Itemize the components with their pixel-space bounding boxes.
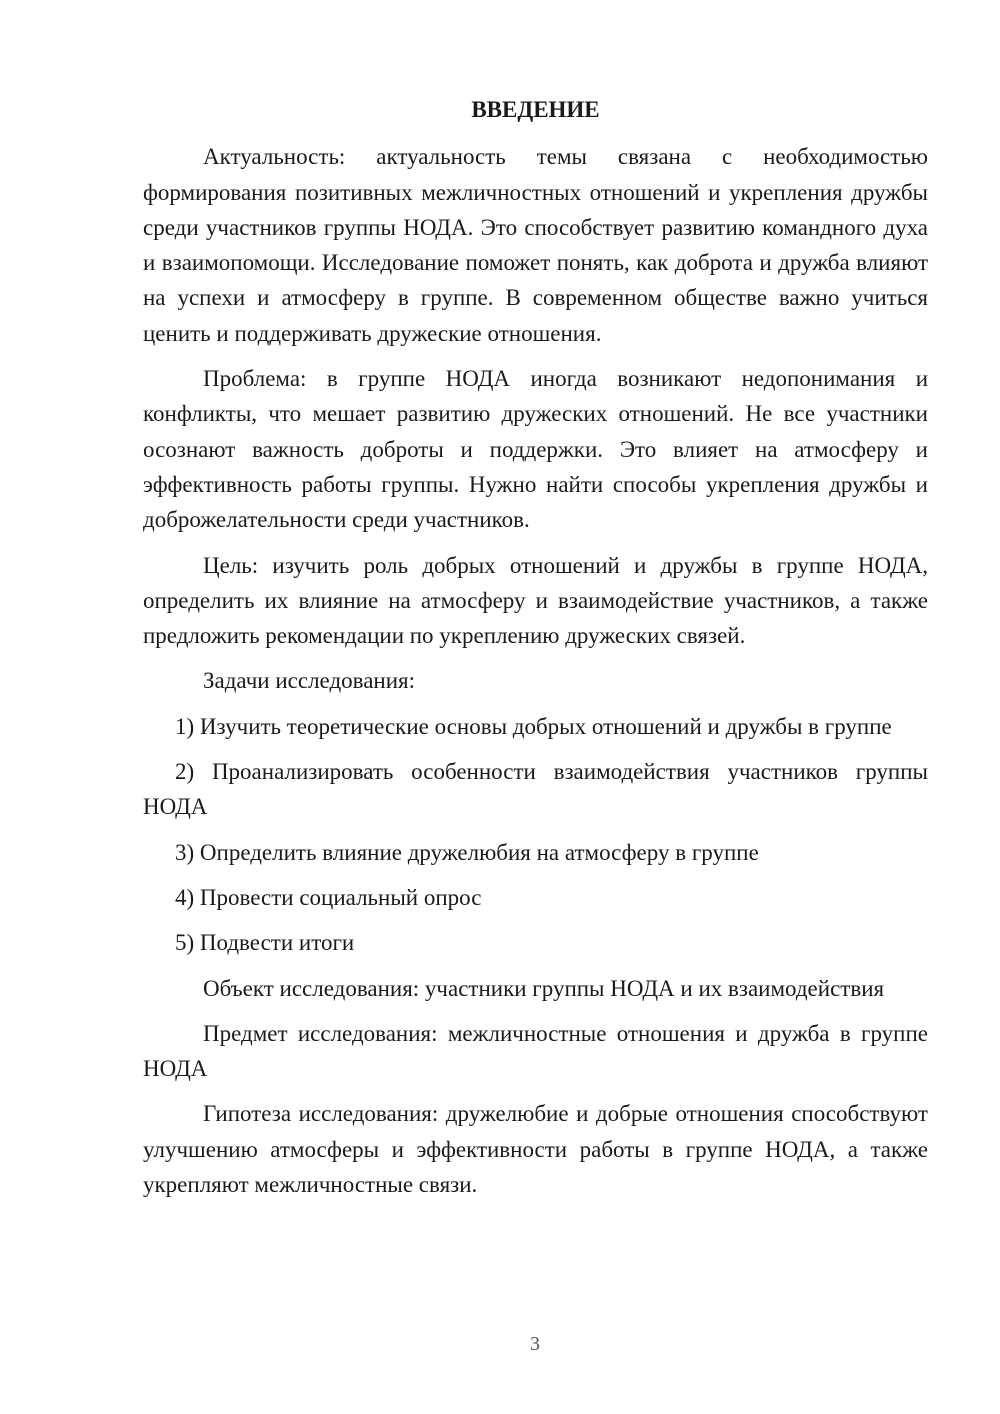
task-item: 1) Изучить теоретические основы добрых отношений и дружбы в группе <box>175 713 892 739</box>
relevance-paragraph: Актуальность: актуальность темы связана с необходимостью формирования позитивных межличностных отношений и укрепления дружбы среди участников группы НОДА. Это способствует развитию командного духа и взаимопомощи. Исследование поможет понять, как доброта и дружба влияют на успехи и атмосферу в группе. В современном обществе важно учиться ценить и поддерживать дружеские отношения. <box>143 144 928 346</box>
goal-paragraph: Цель: изучить роль добрых отношений и дружбы в группе НОДА, определить их влияние на атмосферу и взаимодействие участников, а также предложить рекомендации по укреплению дружеских связей. <box>143 552 928 649</box>
page-number: 3 <box>530 1333 540 1355</box>
document-page <box>143 92 928 1212</box>
hypothesis-paragraph: Гипотеза исследования: дружелюбие и добрые отношения способствуют улучшению атмосферы и эффективности работы в группе НОДА, а также укрепляют межличностные связи. <box>143 1101 928 1198</box>
problem-paragraph: Проблема: в группе НОДА иногда возникают недопонимания и конфликты, что мешает развитию дружеских отношений. Не все участники осознают важность доброты и поддержки. Это влияет на атмосферу и эффективность работы группы. Нужно найти способы укрепления дружбы и доброжелательности среди участников. <box>143 366 928 533</box>
tasks-heading: Задачи исследования: <box>203 668 416 694</box>
task-item: 2) Проанализировать особенности взаимодействия участников группы НОДА <box>143 759 928 820</box>
task-item: 3) Определить влияние дружелюбия на атмосферу в группе <box>175 839 759 865</box>
task-item: 4) Провести социальный опрос <box>175 884 482 910</box>
task-item: 5) Подвести итоги <box>175 930 355 956</box>
subject-paragraph: Предмет исследования: межличностные отношения и дружба в группе НОДА <box>143 1020 928 1082</box>
object-paragraph: Объект исследования: участники группы НОДА и их взаимодействия <box>203 975 885 1001</box>
section-title: ВВЕДЕНИЕ <box>471 97 600 122</box>
